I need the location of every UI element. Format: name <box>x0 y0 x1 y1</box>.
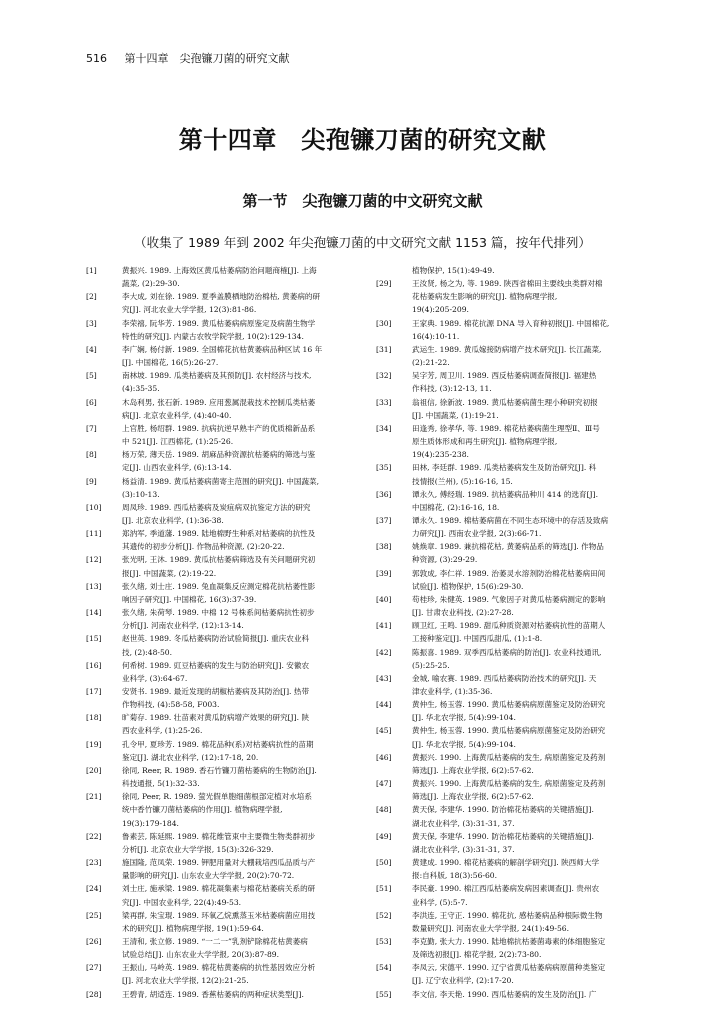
reference-item <box>86 343 376 369</box>
section-note: （收集了 1989 年到 2002 年尖孢镰刀菌的中文研究文献 1153 篇，按年代排列） <box>134 235 591 250</box>
reference-number: [54] <box>376 963 392 973</box>
reference-number: [34] <box>376 423 392 433</box>
reference-text-line: 分析[J]. 北京农业大学学报, 15(3):326-329. <box>122 844 274 854</box>
reference-item <box>376 698 666 724</box>
reference-item <box>86 422 376 448</box>
reference-item <box>86 764 376 790</box>
reference-number: [18] <box>86 713 102 723</box>
reference-text-line: 黄天保, 李建华. 1990. 防治棉花枯萎病的关键措施[J]. <box>412 805 594 815</box>
reference-text-line: 田逢秀, 徐孝华, 等. 1989. 棉花枯萎病菌生理型Ⅱ、Ⅲ号 <box>412 423 600 433</box>
reference-text-line: 王清和, 张立修. 1989. “一二一”乳剂铲除棉花枯黄萎病 <box>122 936 308 946</box>
reference-item <box>376 264 666 277</box>
reference-text-line: 鉴定[J]. 湖北农业科学, (12):17-18, 20. <box>122 752 259 762</box>
reference-number: [28] <box>86 989 102 999</box>
reference-item <box>86 606 376 632</box>
reference-text-line: 刘士庄, 施承梁. 1989. 棉花凝集素与棉花枯萎病关系的研 <box>122 884 316 894</box>
reference-item <box>376 856 666 882</box>
reference-text-line: 种资源, (3):29-29. <box>412 555 478 565</box>
reference-text-line: 数量研究[J]. 河南农业大学学报, 24(1):49-56. <box>412 923 570 933</box>
reference-text-line: 试验总结[J]. 山东农业大学学报, 20(3):87-89. <box>122 950 280 960</box>
reference-text-line: 其遗传的初步分析[J]. 作物品种资源, (2):20-22. <box>122 542 285 552</box>
reference-number: [19] <box>86 739 102 749</box>
reference-item <box>86 264 376 290</box>
reference-item <box>86 961 376 987</box>
reference-text-line: [J]. 华北农学报, 5(4):99-104. <box>412 713 516 723</box>
reference-text-line: 王振山, 马岭英. 1989. 棉花枯黄萎病的抗性基因效应分析 <box>122 963 316 973</box>
reference-text-line: 19(3):179-184. <box>122 818 179 828</box>
reference-text-line: 王碧青, 胡适连. 1989. 香蕉枯萎病的两种症状类型[J]. <box>122 989 304 999</box>
reference-text-line: (4):35-35. <box>122 384 160 394</box>
page-number: 516 <box>86 52 107 65</box>
reference-text-line: 张久绪, 刘士庄. 1989. 兔血凝集反应测定棉花抗枯萎性影 <box>122 581 316 591</box>
running-title: 第十四章 尖孢镰刀菌的研究文献 <box>124 52 290 65</box>
reference-text-line: 郑汭军, 季道藩. 1989. 陆地棉野生种系对枯萎病的抗性及 <box>122 529 316 539</box>
reference-number: [23] <box>86 858 102 868</box>
reference-item <box>376 461 666 487</box>
reference-text-line: 原生质体形成和再生研究[J]. 植物病理学报, <box>412 437 558 447</box>
reference-number: [35] <box>376 463 392 473</box>
reference-number: [25] <box>86 910 102 920</box>
reference-item <box>86 448 376 474</box>
reference-item <box>376 396 666 422</box>
reference-text-line: 姚焕章. 1989. 兼抗棉花枯, 黄萎病品系的筛选[J]. 作物品 <box>412 542 604 552</box>
reference-text-line: 黄天保, 李建华. 1990. 防治棉花枯萎病的关键措施[J]. <box>412 831 594 841</box>
reference-item <box>376 488 666 514</box>
reference-text-line: 鲁素芸, 陈延熙. 1989. 棉花维管束中主要微生物类群初步 <box>122 831 316 841</box>
reference-text-line: 孔令甲, 夏珍芳. 1989. 棉花品种(系)对枯萎病抗性的苗期 <box>122 739 314 749</box>
reference-text-line: 黄仲生, 杨玉蓉. 1990. 黄瓜枯萎病病原菌鉴定及防治研究 <box>412 726 606 736</box>
reference-number: [3] <box>86 318 97 328</box>
references-right-column <box>376 264 666 1001</box>
reference-item <box>86 659 376 685</box>
reference-text-line: [J]. 华北农学报, 5(4):99-104. <box>412 739 516 749</box>
reference-number: [20] <box>86 765 102 775</box>
reference-number: [39] <box>376 568 392 578</box>
reference-text-line: 量影响的研究[J]. 山东农业大学学报, 20(2):70-72. <box>122 871 295 881</box>
reference-item <box>86 685 376 711</box>
reference-text-line: 李荣禧, 阮华芳. 1989. 黄瓜枯萎病病原鉴定及病菌生物学 <box>122 318 316 328</box>
reference-item <box>86 290 376 316</box>
reference-number: [10] <box>86 502 102 512</box>
reference-number: [21] <box>86 792 102 802</box>
reference-text-line: 吴字芳, 周卫川. 1989. 西反枯萎病调查简报[J]. 福建热 <box>412 371 597 381</box>
reference-item <box>376 751 666 777</box>
reference-text-line: 特性的研究[J]. 内蒙古农牧学院学报, 10(2):129-134. <box>122 331 304 341</box>
reference-text-line: [J]. 中国蔬菜, (1):19-21. <box>412 410 499 420</box>
reference-item <box>376 422 666 461</box>
reference-text-line: 究[J]. 河北农业大学学报, 12(3):81-86. <box>122 305 257 315</box>
reference-text-line: 植物保护, 15(1):49-49. <box>412 266 495 275</box>
reference-item <box>376 724 666 750</box>
reference-number: [30] <box>376 318 392 328</box>
reference-text-line: 湖北农业科学, (3):31-31, 37. <box>412 844 515 854</box>
reference-text-line: 张光明, 王沐. 1989. 黄瓜抗枯萎病筛选及有关问题研究初 <box>122 555 316 565</box>
reference-text-line: [J]. 辽宁农业科学, (2):17-20. <box>412 976 514 986</box>
reference-number: [12] <box>86 555 102 565</box>
reference-text-line: [J]. 河北农业大学学报, 12(2):21-25. <box>122 976 249 986</box>
reference-text-line: 响因子研究[J]. 中国棉花, 16(3):37-39. <box>122 594 257 604</box>
reference-text-line: 赵世英. 1989. 冬瓜枯萎病防治试验简报[J]. 重庆农业科 <box>122 634 310 644</box>
reference-number: [7] <box>86 423 97 433</box>
reference-text-line: 李民豪. 1990. 棉江西瓜枯萎病发病因素调查[J]. 贵州农 <box>412 884 600 894</box>
reference-text-line: 张久绪, 朱荷琴. 1989. 中棉 12 号株系间枯萎病抗性初步 <box>122 608 315 618</box>
reference-number: [48] <box>376 805 392 815</box>
reference-number: [32] <box>376 371 392 381</box>
reference-item <box>376 830 666 856</box>
reference-text-line: 李文信, 李天艳. 1990. 西瓜枯萎病的发生及防治[J]. 广 <box>412 989 597 999</box>
reference-text-line: 杨万荣, 薄天岳. 1989. 胡麻品种资源抗枯萎病的筛选与鉴 <box>122 450 316 460</box>
reference-item <box>376 777 666 803</box>
reference-text-line: 徐同, Peer, R. 1989. 萤光假单胞细菌根部定植对水培系 <box>122 792 312 802</box>
reference-number: [9] <box>86 476 97 486</box>
reference-item <box>376 593 666 619</box>
reference-text-line: 何希树. 1989. 豇豆枯萎病的发生与防治研究[J]. 安徽农 <box>122 660 310 670</box>
reference-number: [2] <box>86 292 97 302</box>
reference-text-line: 梁再群, 朱宝琨. 1989. 环氧乙烷熏蒸玉米枯萎病菌应用技 <box>122 910 316 920</box>
running-header <box>86 50 290 66</box>
reference-text-line: 筛选[J]. 上海农业学报, 6(2):57-62. <box>412 765 534 775</box>
reference-text-line: 津农业科学, (1):35-36. <box>412 687 493 696</box>
reference-text-line: (5):25-25. <box>412 660 450 670</box>
reference-number: [11] <box>86 529 102 539</box>
reference-item <box>86 580 376 606</box>
reference-number: [47] <box>376 779 392 789</box>
reference-text-line: 业科学, (5):5-7. <box>412 897 468 907</box>
reference-text-line: 技, (2):48-50. <box>122 647 173 657</box>
reference-number: [22] <box>86 831 102 841</box>
reference-text-line: 王汝贤, 杨之为, 等. 1989. 陕西省棉田主要线虫类群对棉 <box>412 279 603 289</box>
reference-number: [37] <box>376 515 392 525</box>
reference-item <box>376 540 666 566</box>
reference-item <box>86 790 376 829</box>
reference-item <box>86 935 376 961</box>
reference-text-line: 木岛利男, 张石新. 1989. 应用葱属混栽技术控制瓜类枯萎 <box>122 397 316 407</box>
reference-text-line: 分析[J]. 河南农业科学, (12):13-14. <box>122 621 244 631</box>
reference-text-line: 谭永久. 1989. 棉枯萎病菌在不同生态环境中的存活及致病 <box>412 515 609 525</box>
reference-text-line: 报:自科版, 18(3):56-60. <box>412 871 498 881</box>
reference-text-line: 黄振兴. 1990. 上海黄瓜枯萎病的发生, 病原菌鉴定及药剂 <box>412 752 606 762</box>
reference-item <box>86 501 376 527</box>
reference-number: [17] <box>86 687 102 696</box>
reference-text-line: [J]. 甘肃农业科技, (2):27-28. <box>412 608 514 618</box>
reference-number: [52] <box>376 910 392 920</box>
reference-text-line: 西农业科学, (1):25-26. <box>122 726 203 736</box>
reference-item <box>86 317 376 343</box>
reference-item <box>86 632 376 658</box>
reference-number: [27] <box>86 963 102 973</box>
reference-number: [5] <box>86 371 97 381</box>
reference-text-line: 李洪连, 王守正. 1990. 棉花抗, 感枯萎病品种根际微生物 <box>412 910 603 920</box>
reference-number: [53] <box>376 936 392 946</box>
reference-number: [4] <box>86 344 97 354</box>
reference-text-line: 李大成, 刘在徐. 1989. 夏季盖膜栖地防治棉枯, 黄萎病的研 <box>122 292 321 302</box>
reference-text-line: 蔬菜, (2):29-30. <box>122 279 180 289</box>
reference-item <box>376 882 666 908</box>
reference-text-line: 上官胜, 杨绍群. 1989. 抗病抗逆早熟丰产的优质棉新品系 <box>122 423 316 433</box>
reference-number: [1] <box>86 266 97 275</box>
reference-number: [24] <box>86 884 102 894</box>
reference-text-line: 杨益清. 1989. 黄瓜枯萎病菌寄主范围的研究[J]. 中国蔬菜, <box>122 476 320 486</box>
reference-item <box>86 369 376 395</box>
reference-item <box>376 961 666 987</box>
reference-text-line: 旷菊存. 1989. 壮苗素对黄瓜防病增产效果的研究[J]. 陕 <box>122 713 310 723</box>
reference-item <box>86 553 376 579</box>
reference-text-line: 及筛选初报[J]. 棉花学报, 2(2):73-80. <box>412 950 542 960</box>
reference-text-line: 施国隆, 范凤荣. 1989. 钾肥用量对大棚栽培西瓜品质与产 <box>122 858 316 868</box>
reference-number: [50] <box>376 858 392 868</box>
reference-text-line: 武运生. 1989. 黄瓜嫁接防病增产技术研究[J]. 长江蔬菜, <box>412 344 602 354</box>
reference-text-line: 谭永久, 傅经瑞. 1989. 抗枯萎病品种川 414 的选育[J]. <box>412 489 599 499</box>
reference-item <box>86 856 376 882</box>
section-title: 第一节 尖孢镰刀菌的中文研究文献 <box>242 192 483 210</box>
reference-text-line: 翁祖信, 徐新波. 1989. 黄瓜枯萎病菌生理小种研究初报 <box>412 397 598 407</box>
reference-text-line: 黄仲生, 杨玉蓉. 1990. 黄瓜枯萎病病原菌鉴定及防治研究 <box>412 700 606 710</box>
reference-item <box>376 935 666 961</box>
reference-number: [46] <box>376 752 392 762</box>
reference-text-line: 周凤珍. 1989. 西瓜枯萎病及炭疽病双抗鉴定方法的研究 <box>122 502 311 512</box>
reference-number: [43] <box>376 673 392 683</box>
reference-text-line: 田林, 李廷群. 1989. 瓜类枯萎病发生及防治研究[J]. 科 <box>412 463 597 473</box>
reference-number: [13] <box>86 581 102 591</box>
reference-text-line: 王家典. 1989. 棉花抗源 DNA 导入育种初报[J]. 中国棉花, <box>412 318 610 328</box>
reference-text-line: 徐同, Reer, R. 1989. 香石竹镰刀菌枯萎病的生物防治[J]. <box>122 765 317 775</box>
reference-number: [26] <box>86 936 102 946</box>
reference-text-line: 技情报(兰州), (5):16-16, 15. <box>412 476 513 486</box>
reference-item <box>376 369 666 395</box>
reference-number: [55] <box>376 989 392 999</box>
reference-item <box>376 277 666 316</box>
reference-item <box>376 803 666 829</box>
reference-item <box>86 988 376 1001</box>
reference-number: [6] <box>86 397 97 407</box>
reference-text-line: 19(4):235-238. <box>412 450 469 460</box>
reference-number: [49] <box>376 831 392 841</box>
reference-text-line: 作科技, (3):12-13, 11. <box>412 384 492 394</box>
reference-item <box>86 909 376 935</box>
reference-text-line: 金城, 喻农赛. 1989. 西瓜枯萎病防治技术的研究[J]. 天 <box>412 673 597 683</box>
reference-text-line: 安贤书. 1989. 最近发现的胡椒枯萎病及其防治[J]. 热带 <box>122 687 310 696</box>
reference-text-line: [J]. 中国棉花, 16(5):26-27. <box>122 358 219 368</box>
reference-number: [33] <box>376 397 392 407</box>
reference-item <box>86 475 376 501</box>
reference-text-line: 陈振喜. 1989. 双季西瓜枯萎病的防治[J]. 农业科技通讯, <box>412 647 602 657</box>
reference-number: [29] <box>376 279 392 289</box>
reference-item <box>376 317 666 343</box>
reference-text-line: 究[J]. 中国农业科学, 22(4):49-53. <box>122 897 242 907</box>
reference-text-line: 力研究[J]. 西南农业学报, 2(3):66-71. <box>412 529 542 539</box>
reference-item <box>86 711 376 737</box>
reference-text-line: 业科学, (3):64-67. <box>122 673 188 683</box>
reference-number: [15] <box>86 634 102 644</box>
reference-text-line: 郭敦成, 李仁祥. 1989. 治萎灵水溶剂防治棉花枯萎病田间 <box>412 568 606 578</box>
reference-item <box>376 343 666 369</box>
reference-text-line: 报[J]. 中国蔬菜, (2):19-22. <box>122 568 217 578</box>
reference-text-line: 16(4):10-11. <box>412 331 460 341</box>
reference-item <box>86 527 376 553</box>
reference-text-line: 19(4):205-209. <box>412 305 469 315</box>
reference-number: [38] <box>376 542 392 552</box>
reference-text-line: 李克勤, 张大力. 1990. 陆地棉抗枯萎菌毒素的体细胞鉴定 <box>412 936 606 946</box>
reference-text-line: 科技通报, 5(1):32-33. <box>122 779 200 789</box>
reference-text-line: 顾卫红, 王鸣. 1989. 甜瓜种质资源对枯萎病抗性的苗期人 <box>412 621 606 631</box>
reference-text-line: 黄振兴. 1990. 上海黄瓜枯萎病的发生, 病原菌鉴定及药剂 <box>412 779 606 789</box>
reference-text-line: 中 521[J]. 江西棉花, (1):25-26. <box>122 437 234 447</box>
reference-text-line: 中国棉花, (2):16-16, 18. <box>412 502 500 512</box>
reference-item <box>376 619 666 645</box>
reference-number: [42] <box>376 647 392 657</box>
reference-text-line: 统中香竹镰刀菌枯萎病的作用[J]. 植物病理学报, <box>122 805 283 815</box>
reference-number: [40] <box>376 594 392 604</box>
reference-text-line: 作物科技, (4):58-58, F003. <box>122 700 220 710</box>
reference-text-line: 术的研究[J]. 植物病理学报, 19(1):59-64. <box>122 923 264 933</box>
reference-item <box>86 738 376 764</box>
reference-text-line: (2):21-22. <box>412 358 450 368</box>
reference-text-line: 定[J]. 山西农业科学, (6):13-14. <box>122 463 232 473</box>
reference-item <box>376 672 666 698</box>
reference-item <box>376 514 666 540</box>
reference-text-line: 病[J]. 北京农业科学, (4):40-40. <box>122 410 232 420</box>
reference-item <box>86 882 376 908</box>
reference-text-line: 工接种鉴定[J]. 中国西瓜甜瓜, (1):1-8. <box>412 634 543 644</box>
reference-item <box>376 646 666 672</box>
reference-number: [8] <box>86 450 97 460</box>
reference-text-line: (3):10-13. <box>122 489 160 499</box>
reference-number: [36] <box>376 489 392 499</box>
references-left-column <box>86 264 376 1001</box>
reference-text-line: 试验[J]. 植物保护, 15(6):29-30. <box>412 581 524 591</box>
reference-text-line: 南林坡. 1989. 瓜类枯萎病及其预防[J]. 农村经济与技术, <box>122 371 312 381</box>
reference-text-line: 湖北农业科学, (3):31-31, 37. <box>412 818 515 828</box>
reference-number: [44] <box>376 700 392 710</box>
reference-text-line: 花枯萎病发生影响的研究[J]. 植物病理学报, <box>412 292 558 302</box>
chapter-title: 第十四章 尖孢镰刀菌的研究文献 <box>178 126 547 154</box>
reference-text-line: 李凤云, 宋德平. 1990. 辽宁省黄瓜枯萎病病原菌种类鉴定 <box>412 963 606 973</box>
reference-text-line: [J]. 北京农业科学, (1):36-38. <box>122 515 224 525</box>
reference-number: [16] <box>86 660 102 670</box>
reference-item <box>376 567 666 593</box>
reference-number: [45] <box>376 726 392 736</box>
reference-number: [41] <box>376 621 392 631</box>
reference-item <box>376 909 666 935</box>
reference-item <box>86 396 376 422</box>
reference-text-line: 黄振兴. 1989. 上海效区黄瓜枯萎病防治问题商榷[J]. 上海 <box>122 266 317 275</box>
reference-number: [31] <box>376 344 392 354</box>
reference-text-line: 筛选[J]. 上海农业学报, 6(2):57-62. <box>412 792 534 802</box>
reference-item <box>86 830 376 856</box>
reference-text-line: 黄建成. 1990. 棉花枯萎病的解剖学研究[J]. 陕西师大学 <box>412 858 600 868</box>
reference-text-line: 苟桂珍, 朱健英. 1989. 气象因子对黄瓜枯萎病测定的影响 <box>412 594 606 604</box>
reference-item <box>376 988 666 1001</box>
reference-number: [51] <box>376 884 392 894</box>
reference-text-line: 李广娴, 杨付新. 1989. 全国棉花抗枯黄萎病品种区试 16 年 <box>122 344 323 354</box>
reference-number: [14] <box>86 608 102 618</box>
